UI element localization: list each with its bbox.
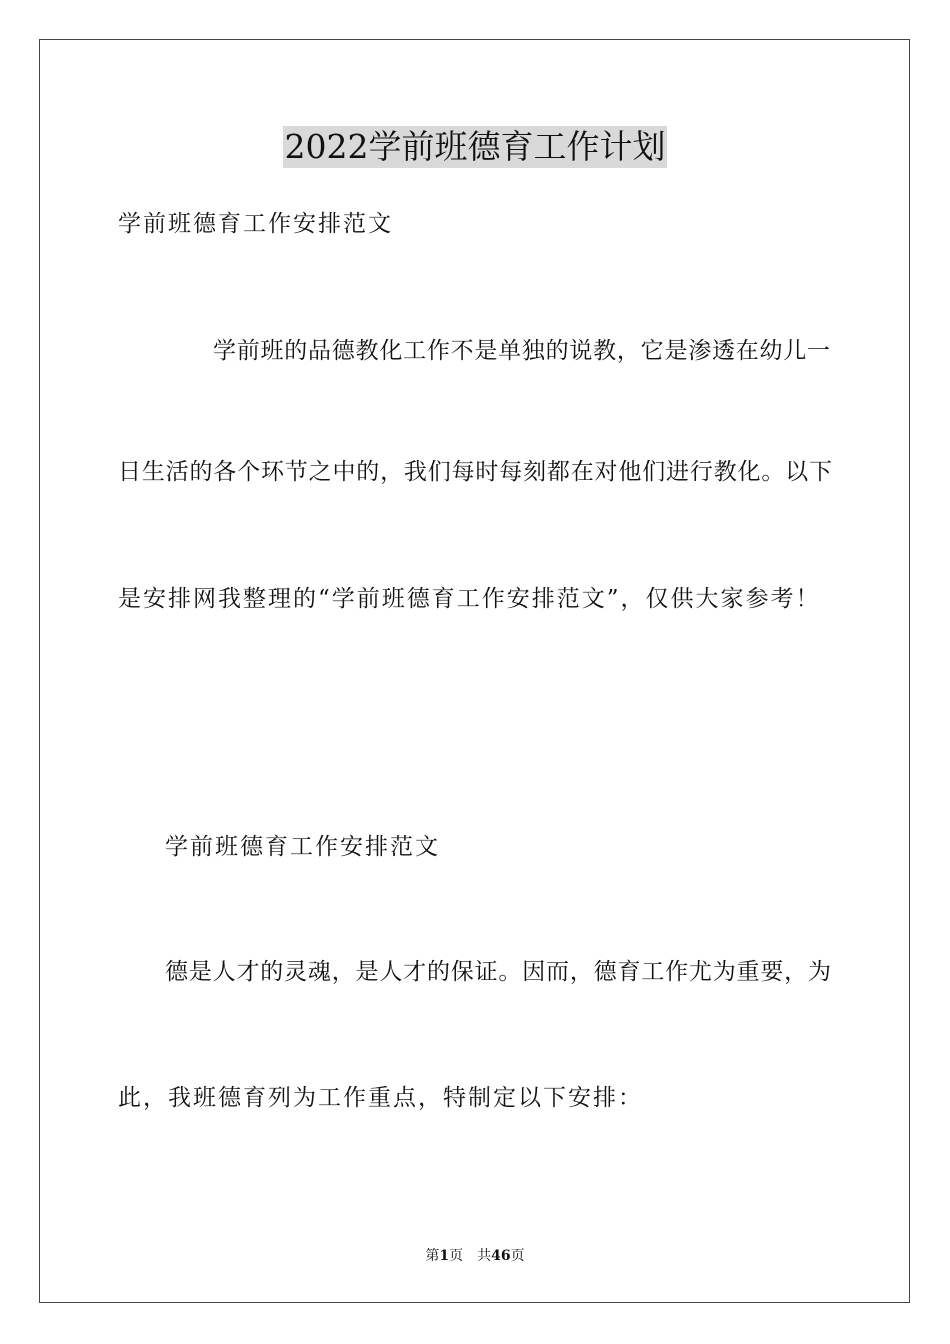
intro-line-1: 学前班的品德教化工作不是单独的说教，它是渗透在幼儿一 [213, 338, 830, 364]
body-line-1: 德是人才的灵魂，是人才的保证。因而，德育工作尤为重要，为 [165, 959, 831, 985]
footer-page-number: 1 [439, 1248, 450, 1264]
intro-line-3: 是安排网我整理的“学前班德育工作安排范文”，仅供大家参考！ [118, 586, 821, 612]
footer-page-suffix: 页 [449, 1248, 464, 1264]
document-subtitle: 学前班德育工作安排范文 [118, 211, 393, 237]
page-footer [0, 1246, 950, 1266]
footer-page-prefix: 第 [425, 1248, 440, 1264]
footer-total-prefix: 共 [477, 1248, 492, 1264]
footer-total-pages: 46 [491, 1248, 511, 1264]
footer-total-suffix: 页 [510, 1248, 525, 1264]
intro-line-2: 日生活的各个环节之中的，我们每时每刻都在对他们进行教化。以下 [118, 459, 832, 485]
document-title: 2022学前班德育工作计划 [284, 127, 666, 166]
section-heading: 学前班德育工作安排范文 [165, 834, 440, 860]
body-line-2: 此，我班德育列为工作重点，特制定以下安排： [118, 1085, 643, 1111]
title-container [0, 126, 950, 168]
